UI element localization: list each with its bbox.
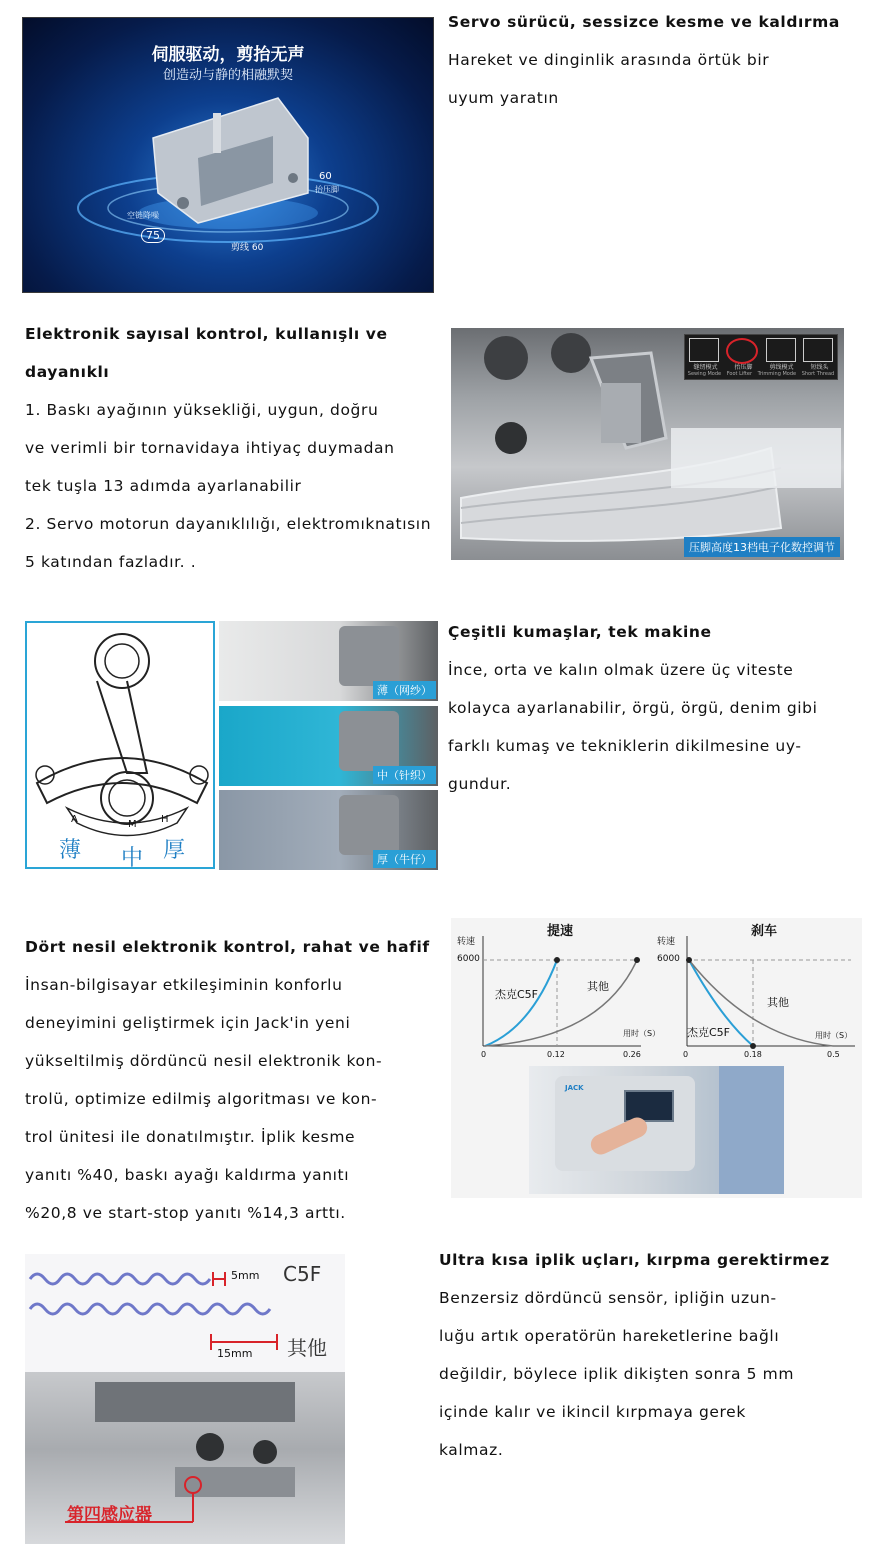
fabric-strip-thick <box>219 790 438 870</box>
chart-right-xtick: 0.18 <box>744 1050 762 1059</box>
chart-right-xtick: 0 <box>683 1050 689 1059</box>
chart-right-xtick: 0.5 <box>827 1050 840 1059</box>
section-line: İnce, orta ve kalın olmak üzere üç viteste <box>448 661 794 679</box>
servo-illustration <box>23 18 433 292</box>
presser-foot-image <box>451 328 844 560</box>
chart-right-xlabel: 用时（S） <box>815 1031 853 1040</box>
mode-label-en: Foot Lifter <box>726 371 753 377</box>
chart-left-jack-curve <box>485 960 557 1046</box>
section-line: ve verimli bir tornavidaya ihtiyaç duymadan <box>25 439 395 457</box>
chart-right-series-other: 其他 <box>767 996 789 1009</box>
chart-left-ytick: 6000 <box>457 954 480 964</box>
chart-left-ylabel: 转速 <box>457 937 476 947</box>
section-line: 5 katından fazladır. . <box>25 553 197 571</box>
section-line: 2. Servo motorun dayanıklılığı, elektromıknatısın <box>25 515 432 533</box>
chart-right-ytick: 6000 <box>657 954 680 964</box>
section-title-fabric: Çeşitli kumaşlar, tek makine <box>448 623 712 641</box>
c5f-brand: C5F <box>283 1262 322 1286</box>
machine-head <box>339 711 399 771</box>
sewing-mode-icon <box>689 338 719 362</box>
dial-label-a: A <box>71 814 78 825</box>
dial-thick: 厚 <box>163 838 186 863</box>
section-line: %20,8 ve start-stop yanıtı %14,3 arttı. <box>25 1204 346 1222</box>
dial-medium: 中 <box>121 846 144 871</box>
section-title-electronic: Dört nesil elektronik kontrol, rahat ve hafif <box>25 938 430 956</box>
chart-left-series-other: 其他 <box>587 980 609 993</box>
noise-value: 75 <box>141 228 165 243</box>
presser-foot-caption: 压脚高度13档电子化数控调节 <box>684 537 840 557</box>
section-line: yanıtı %40, baskı ayağı kaldırma yanıtı <box>25 1166 350 1184</box>
chart-right-series-jack: 杰克C5F <box>687 1026 731 1039</box>
brand-logo: JACK <box>565 1084 584 1092</box>
section-line: İnsan-bilgisayar etkileşiminin konforlu <box>25 976 343 994</box>
section-line: farklı kumaş ve tekniklerin dikilmesine uy- <box>448 737 802 755</box>
section-line: luğu artık operatörün hareketlerine bağlı <box>439 1327 780 1345</box>
servo-drive-image <box>22 17 434 293</box>
chart-right-title: 刹车 <box>751 924 778 939</box>
section-line: uyum yaratın <box>448 89 559 107</box>
fabric-thin-caption: 薄（网纱） <box>373 681 436 699</box>
fabric-thick-caption: 厚（牛仔） <box>373 850 436 868</box>
machine-photo <box>529 1066 784 1194</box>
lift-label: 抬压脚 <box>315 185 339 194</box>
background-cloth <box>719 1066 784 1194</box>
chart-left-xlabel: 用时（S） <box>623 1029 661 1038</box>
mode-label-en: Short Thread <box>801 371 835 377</box>
machine-head <box>339 626 399 686</box>
thread-end-image <box>25 1254 345 1544</box>
chart-left-series-jack: 杰克C5F <box>495 988 539 1001</box>
section-line: 1. Baskı ayağının yüksekliği, uygun, doğru <box>25 401 379 419</box>
fabric-medium-caption: 中（针织） <box>373 766 436 784</box>
chart-left-point <box>554 957 560 963</box>
dial-label-h: H <box>161 814 169 825</box>
fourth-sensor-label: 第四感应器 <box>67 1505 152 1525</box>
fabric-dial-diagram <box>25 621 215 869</box>
long-thread-stitch <box>30 1304 270 1314</box>
trimming-mode-icon <box>766 338 796 362</box>
fabric-strip-medium <box>219 706 438 786</box>
chart-left-title: 提速 <box>547 924 574 939</box>
mode-label: 缝纫模式 <box>693 364 718 371</box>
fabric-strip-thin <box>219 621 438 701</box>
short-thread-icon <box>803 338 833 362</box>
lift-value: 60 <box>319 171 332 182</box>
section-line: Hareket ve dinginlik arasında örtük bir <box>448 51 770 69</box>
section-line: tek tuşla 13 adımda ayarlanabilir <box>25 477 302 495</box>
speed-charts-image <box>451 918 862 1198</box>
section-line: trol ünitesi ile donatılmıştır. İplik kesme <box>25 1128 356 1146</box>
foot-lifter-icon <box>726 338 758 364</box>
section-line: gundur. <box>448 775 512 793</box>
control-panel-icons <box>684 334 838 380</box>
section-line: yükseltilmiş dördüncü nesil elektronik kon- <box>25 1052 383 1070</box>
section-line: trolü, optimize edilmiş algoritması ve kon- <box>25 1090 378 1108</box>
section-line: Benzersiz dördüncü sensör, ipliğin uzun- <box>439 1289 777 1307</box>
mode-label: 抬压脚 <box>734 364 753 371</box>
other-label: 其他 <box>287 1336 327 1360</box>
machine-head <box>339 795 399 855</box>
chart-left-xtick: 0 <box>481 1050 487 1059</box>
sensor-photo <box>25 1372 345 1544</box>
mode-label-en: Sewing Mode <box>687 371 722 377</box>
mode-label-en: Trimming Mode <box>757 371 797 377</box>
section-line: deneyimini geliştirmek için Jack'in yeni <box>25 1014 351 1032</box>
chart-right-point <box>686 957 692 963</box>
short-thread-stitch <box>30 1274 210 1284</box>
noise-label: 空链降噪 <box>127 211 159 220</box>
chart-right-ylabel: 转速 <box>657 937 676 947</box>
section-line: değildir, böylece iplik dikişten sonra 5 mm <box>439 1365 795 1383</box>
long-thread-length: 15mm <box>217 1347 253 1360</box>
mode-label: 短线头 <box>810 364 829 371</box>
section-title-thread: Ultra kısa iplik uçları, kırpma gerektirmez <box>439 1251 830 1269</box>
servo-subline: 创造动与静的相融默契 <box>162 68 293 83</box>
dial-illustration <box>27 623 213 867</box>
section-title-control-2: dayanıklı <box>25 363 110 381</box>
dial-thin: 薄 <box>59 838 82 863</box>
machine-display <box>624 1090 674 1122</box>
trim-label: 剪线 60 <box>231 243 264 253</box>
chart-left-xtick: 0.12 <box>547 1050 565 1059</box>
servo-headline: 伺服驱动，剪抬无声 <box>151 45 305 65</box>
section-title-control: Elektronik sayısal kontrol, kullanışlı ve <box>25 325 388 343</box>
section-line: kolayca ayarlanabilir, örgü, örgü, denim gibi <box>448 699 818 717</box>
chart-right-point <box>750 1043 756 1049</box>
short-thread-length: 5mm <box>231 1269 260 1282</box>
section-title-servo: Servo sürücü, sessizce kesme ve kaldırma <box>448 13 840 31</box>
thread-sample-area <box>25 1254 345 1372</box>
dial-label-m: M <box>128 819 137 830</box>
chart-left-xtick: 0.26 <box>623 1050 641 1059</box>
chart-left-point <box>634 957 640 963</box>
section-line: kalmaz. <box>439 1441 504 1459</box>
mode-label: 剪线模式 <box>769 364 794 371</box>
section-line: içinde kalır ve ikincil kırpmaya gerek <box>439 1403 746 1421</box>
